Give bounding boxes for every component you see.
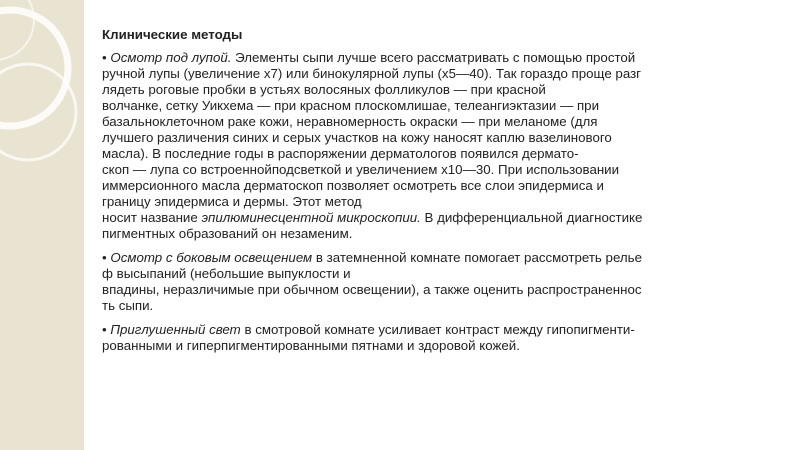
text-line (102, 50, 748, 66)
text-line (102, 194, 748, 210)
text-line (102, 114, 748, 130)
text-run: впадины, неразличимые при обычном освещении), а также оценить распространеннос (102, 282, 642, 297)
text-line (102, 282, 748, 298)
text-run: базальноклеточном раке кожи, неравномерность окраски — при меланоме (для (102, 114, 598, 129)
text-line (102, 210, 748, 226)
text-run: границу эпидермиса и дермы. Этот метод (102, 194, 362, 209)
text-line (102, 146, 748, 162)
bullet-symbol: • (102, 250, 107, 265)
italic-term: эпилюминесцентной микроскопии. (201, 210, 421, 225)
text-line (102, 98, 748, 114)
text-run: ф высыпаний (небольшие выпуклости и (102, 266, 351, 281)
text-run: лучшего различения синих и серых участков на кожу наносят каплю вазелинового (102, 130, 612, 145)
text-run: ть сыпи. (102, 298, 154, 313)
decorative-rings-icon (0, 0, 84, 450)
text-run: в смотровой комнате усиливает контраст между гипопигменти- (240, 322, 635, 337)
text-run: в затемненной комнате помогает рассмотреть релье (312, 250, 642, 265)
italic-term: Приглушенный свет (110, 322, 241, 337)
text-run: носит название (102, 210, 202, 225)
text-line (102, 66, 748, 82)
text-run: масла). В последние годы в распоряжении дерматологов появился дермато- (102, 146, 579, 161)
text-line (102, 226, 748, 242)
text-line (102, 250, 748, 266)
bullet-symbol: • (102, 50, 107, 65)
text-line (102, 338, 748, 354)
text-line (102, 266, 748, 282)
bullet-paragraph (102, 250, 748, 314)
text-run: пигментных образований он незаменим. (102, 226, 353, 241)
italic-term: Осмотр под лупой. (110, 50, 232, 65)
text-run: скоп — лупа со встроеннойподсветкой и увеличением х10—30. При использовании (102, 162, 620, 177)
bullet-list (102, 50, 748, 354)
text-run: лядеть роговые пробки в устьях волосяных фолликулов — при красной (102, 82, 546, 97)
text-line (102, 162, 748, 178)
text-line (102, 178, 748, 194)
slide-heading: Клинические методы (102, 27, 243, 42)
text-run: ручной лупы (увеличение х7) или бинокулярной лупы (х5—40). Так гораздо проще разг (102, 66, 642, 81)
text-run: Элементы сыпи лучше всего рассматривать с помощью простой (231, 50, 636, 65)
text-line (102, 298, 748, 314)
text-run: В дифференциальной диагностике (420, 210, 643, 225)
bullet-symbol: • (102, 322, 107, 337)
text-run: иммерсионного масла дерматоскоп позволяет осмотреть все слои эпидермиса и (102, 178, 604, 193)
bullet-paragraph (102, 50, 748, 242)
text-run: волчанке, сетку Уикхема — при красном плоскомлишае, телеангиэктазии — при (102, 98, 600, 113)
text-run: рованными и гиперпигментированными пятнами и здоровой кожей. (102, 338, 520, 353)
slide-content (102, 27, 748, 362)
italic-term: Осмотр с боковым освещением (110, 250, 313, 265)
bullet-paragraph (102, 322, 748, 354)
text-line (102, 130, 748, 146)
text-line (102, 82, 748, 98)
text-line (102, 322, 748, 338)
